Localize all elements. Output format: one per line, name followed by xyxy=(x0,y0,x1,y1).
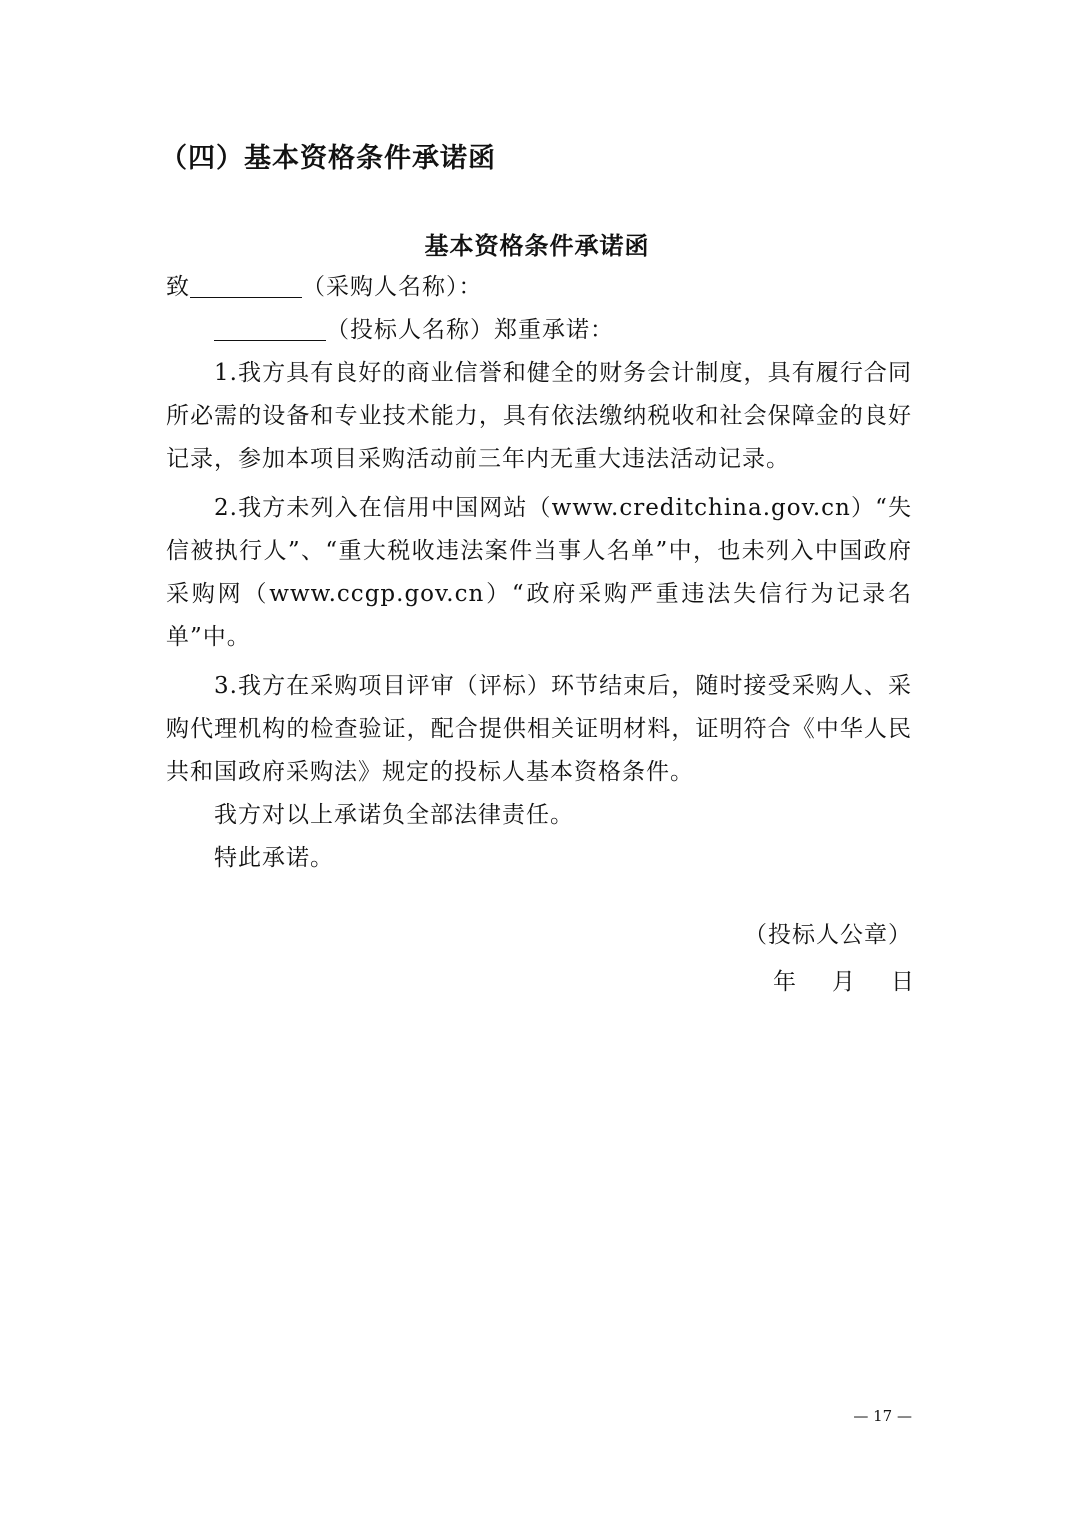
salutation-line xyxy=(166,266,912,309)
salutation-suffix: （采购人名称）： xyxy=(302,274,483,300)
section-heading: （四）基本资格条件承诺函 xyxy=(160,143,496,174)
commitment-item-2: 2.我方未列入在信用中国网站（www.creditchina.gov.cn）“失信被执行人”、“重大税收违法案件当事人名单”中，也未列入中国政府采购网（www.ccgp.gov.cn）“政府采购严重违法失信行为记录名单”中。 xyxy=(166,495,912,650)
purchaser-name-blank xyxy=(190,271,302,298)
date-day-label: 日 xyxy=(891,969,914,995)
date-month-label: 月 xyxy=(832,969,855,995)
letter-body xyxy=(166,266,912,880)
bidder-name-blank xyxy=(214,314,326,341)
commitment-item-3: 3.我方在采购项目评审（评标）环节结束后，随时接受采购人、采购代理机构的检查验证，配合提供相关证明材料，证明符合《中华人民共和国政府采购法》规定的投标人基本资格条件。 xyxy=(166,673,912,785)
document-title: 基本资格条件承诺函 xyxy=(424,231,650,260)
commitment-item-1: 1.我方具有良好的商业信誉和健全的财务会计制度，具有履行合同所必需的设备和专业技术能力，具有依法缴纳税收和社会保障金的良好记录，参加本项目采购活动前三年内无重大违法活动记录。 xyxy=(166,360,912,472)
closing-statement: 特此承诺。 xyxy=(214,845,334,871)
bidder-seal-label: （投标人公章） xyxy=(744,922,912,948)
salutation-prefix: 致 xyxy=(166,274,190,300)
intro-line xyxy=(166,309,912,352)
date-line xyxy=(773,963,914,996)
intro-suffix: （投标人名称）郑重承诺： xyxy=(326,317,614,343)
date-year-label: 年 xyxy=(773,969,796,995)
responsibility-statement: 我方对以上承诺负全部法律责任。 xyxy=(214,802,574,828)
page-number: — 17 — xyxy=(853,1407,912,1425)
